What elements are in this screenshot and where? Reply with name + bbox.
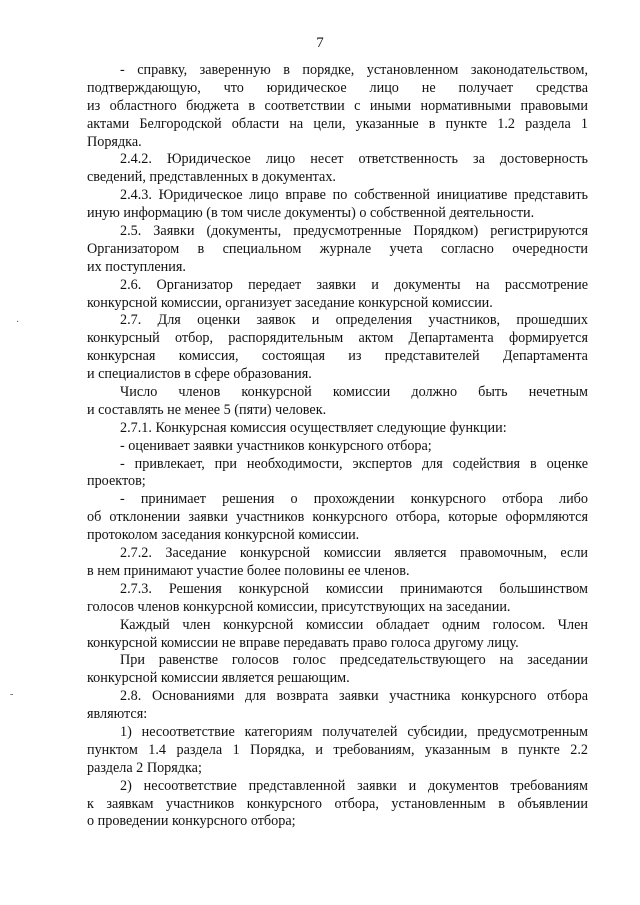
text-line: - справку, заверенную в порядке, установленном законодательством, (120, 62, 588, 78)
text-line: 2.8. Основаниями для возврата заявки участника конкурсного отбора (120, 688, 588, 705)
text-line: сведений, представленных в документах. (87, 169, 336, 186)
text-line: пунктом 1.4 раздела 1 Порядка, и требованиям, указанным в пункте 2.2 (87, 741, 588, 758)
text-line: 2.4.2. Юридическое лицо несет ответственность за достоверность (120, 151, 588, 168)
text-line: раздела 2 Порядка; (87, 759, 202, 776)
page-number: 7 (316, 35, 324, 51)
text-line: 1) несоответствие категориям получателей субсидии, предусмотренным (120, 723, 588, 740)
text-line: иную информацию (в том числе документы) о собственной деятельности. (87, 205, 535, 222)
text-line: 2.4.3. Юридическое лицо вправе по собственной инициативе представить (120, 187, 588, 204)
text-line: конкурсной комиссии не вправе передавать право голоса другому лицу. (87, 634, 519, 651)
text-line: к заявкам участников конкурсного отбора, установленным в объявлении (87, 795, 588, 812)
text-line: 2) несоответствие представленной заявки и документов требованиям (120, 777, 588, 794)
scan-mark: · (16, 317, 20, 328)
scan-mark: - (10, 689, 14, 700)
text-line: и составлять не менее 5 (пяти) человек. (87, 401, 327, 418)
text-line: 2.6. Организатор передает заявки и документы на рассмотрение (120, 276, 588, 293)
text-line: 2.7.3. Решения конкурсной комиссии принимаются большинством (120, 580, 588, 597)
text-line: проектов; (87, 473, 146, 490)
text-line: - оценивает заявки участников конкурсного отбора; (120, 437, 432, 454)
text-line: в нем принимают участие более половины ее членов. (87, 562, 410, 579)
text-line: - принимает решения о прохождении конкурсного отбора либо (120, 491, 588, 508)
text-line: Число членов конкурсной комиссии должно быть нечетным (120, 384, 588, 401)
text-line: Организатором в специальном журнале учета согласно очередности (87, 240, 588, 257)
text-line: Порядка. (87, 133, 142, 150)
text-line: 2.7. Для оценки заявок и определения участников, прошедших (120, 312, 588, 329)
text-line: конкурсная комиссия, состоящая из представителей Департамента (87, 348, 588, 365)
text-line: из областного бюджета в соответствии с иными нормативными правовыми (87, 97, 588, 114)
text-line: голосов членов конкурсной комиссии, присутствующих на заседании. (87, 598, 511, 615)
text-line: об отклонении заявки участников конкурсного отбора, которые оформляются (87, 509, 588, 526)
text-line: конкурсной комиссии является решающим. (87, 670, 350, 687)
text-line: их поступления. (87, 258, 186, 275)
text-line: конкурсный отбор, распорядительным актом Департамента формируется (87, 330, 588, 347)
text-line: конкурсной комиссии, организует заседание конкурсной комиссии. (87, 294, 493, 311)
text-line: подтверждающую, что юридическое лицо не получает средства (87, 79, 588, 96)
text-line: - привлекает, при необходимости, экспертов для содействия в оценке (120, 455, 588, 472)
text-line: о проведении конкурсного отбора; (87, 813, 296, 830)
text-line: 2.7.1. Конкурсная комиссия осуществляет следующие функции: (120, 419, 507, 436)
text-line: 2.5. Заявки (документы, предусмотренные Порядком) регистрируются (120, 223, 588, 240)
text-line: Каждый член конкурсной комиссии обладает одним голосом. Член (120, 616, 588, 633)
text-line: протоколом заседания конкурсной комиссии. (87, 527, 360, 544)
text-line: актами Белгородской области на цели, указанные в пункте 1.2 раздела 1 (87, 115, 588, 132)
text-line: являются: (87, 706, 148, 723)
text-line: При равенстве голосов голос председательствующего на заседании (120, 652, 588, 669)
text-line: 2.7.2. Заседание конкурсной комиссии является правомочным, если (120, 545, 588, 562)
text-line: и специалистов в сфере образования. (87, 366, 312, 383)
document-body (87, 62, 588, 831)
